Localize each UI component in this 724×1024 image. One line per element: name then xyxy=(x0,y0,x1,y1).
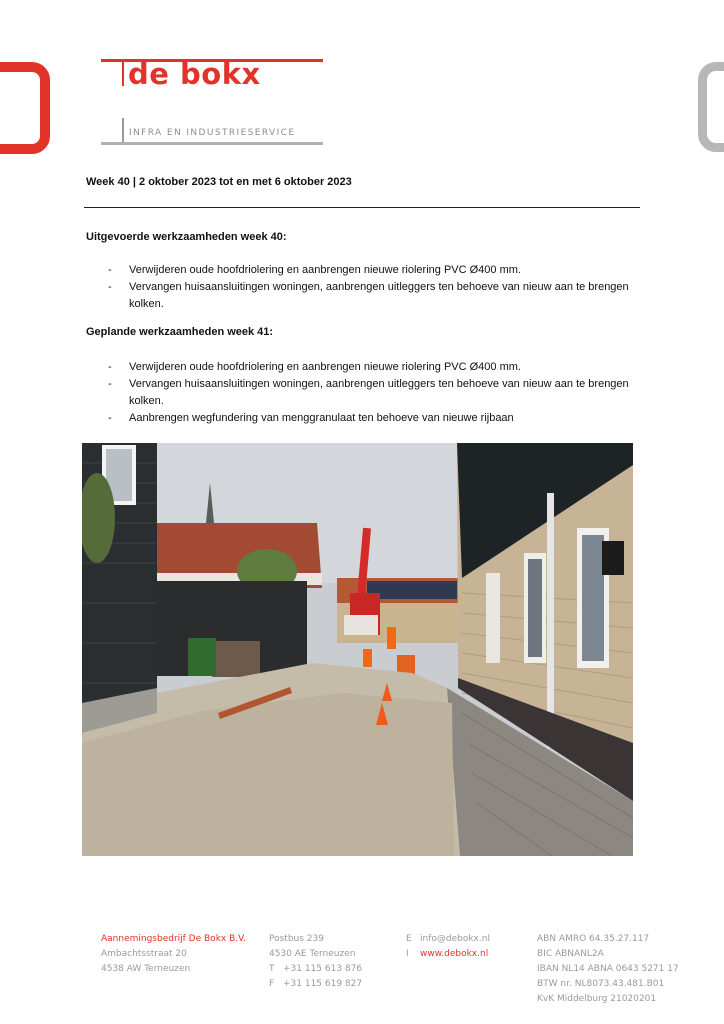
fax-label: F xyxy=(269,979,275,989)
task-text: Verwijderen oude hoofdriolering en aanbrengen nieuwe riolering PVC Ø400 mm. xyxy=(129,361,521,373)
footer-fax: +31 115 619 827 xyxy=(283,979,363,989)
footer-email-link[interactable]: info@debokx.nl xyxy=(420,934,490,944)
email-label: E xyxy=(406,934,412,944)
dash: - xyxy=(108,378,112,390)
divider xyxy=(84,207,640,208)
task-text: Aanbrengen wegfundering van menggranulaat ten behoeve van nieuwe rijbaan xyxy=(129,412,514,424)
done-task-list xyxy=(86,262,642,313)
list-item xyxy=(86,376,642,410)
logo-tagline: INFRA EN INDUSTRIESERVICE xyxy=(129,128,296,138)
gray-corner-mark xyxy=(698,62,724,152)
footer-address xyxy=(101,932,246,977)
footer-company: Aannemingsbedrijf De Bokx B.V. xyxy=(101,934,246,944)
construction-site-photo xyxy=(82,443,633,856)
dash: - xyxy=(108,361,112,373)
footer-phone: +31 115 613 876 xyxy=(283,964,363,974)
footer-bank xyxy=(537,932,679,1007)
company-logo: de bokx xyxy=(128,57,261,91)
list-item xyxy=(86,359,642,376)
web-label: I xyxy=(406,949,409,959)
footer-postbus: Postbus 239 xyxy=(269,934,324,944)
logo-bottom-line xyxy=(101,142,323,145)
logo-tick xyxy=(122,62,124,86)
logo-tick-lower xyxy=(122,118,124,142)
footer-iban: IBAN NL14 ABNA 0643 5271 17 xyxy=(537,964,679,974)
footer-btw: BTW nr. NL8073.43.481.B01 xyxy=(537,979,665,989)
dash: - xyxy=(108,281,112,293)
footer-postcode: 4530 AE Terneuzen xyxy=(269,949,356,959)
footer-bic: BIC ABNANL2A xyxy=(537,949,604,959)
task-text: Vervangen huisaansluitingen woningen, aanbrengen uitleggers ten behoeve van nieuw aan te brengen kolken. xyxy=(129,281,629,310)
footer-postal xyxy=(269,932,362,992)
red-corner-mark xyxy=(0,62,50,154)
footer-street: Ambachtsstraat 20 xyxy=(101,949,187,959)
dash: - xyxy=(108,264,112,276)
planned-section-title: Geplande werkzaamheden week 41: xyxy=(86,326,274,338)
planned-task-list xyxy=(86,359,642,427)
dash: - xyxy=(108,412,112,424)
footer-web-link[interactable]: www.debokx.nl xyxy=(420,949,489,959)
footer-city: 4538 AW Terneuzen xyxy=(101,964,191,974)
list-item xyxy=(86,279,642,313)
task-text: Verwijderen oude hoofdriolering en aanbrengen nieuwe riolering PVC Ø400 mm. xyxy=(129,264,521,276)
footer-contact xyxy=(406,932,490,962)
list-item xyxy=(86,410,642,427)
footer-kvk: KvK Middelburg 21020201 xyxy=(537,994,657,1004)
done-section-title: Uitgevoerde werkzaamheden week 40: xyxy=(86,231,287,243)
phone-label: T xyxy=(269,964,275,974)
week-heading: Week 40 | 2 oktober 2023 tot en met 6 oktober 2023 xyxy=(86,176,352,188)
task-text: Vervangen huisaansluitingen woningen, aanbrengen uitleggers ten behoeve van nieuw aan te brengen kolken. xyxy=(129,378,629,407)
footer-bank-account: ABN AMRO 64.35.27.117 xyxy=(537,934,650,944)
list-item xyxy=(86,262,642,279)
